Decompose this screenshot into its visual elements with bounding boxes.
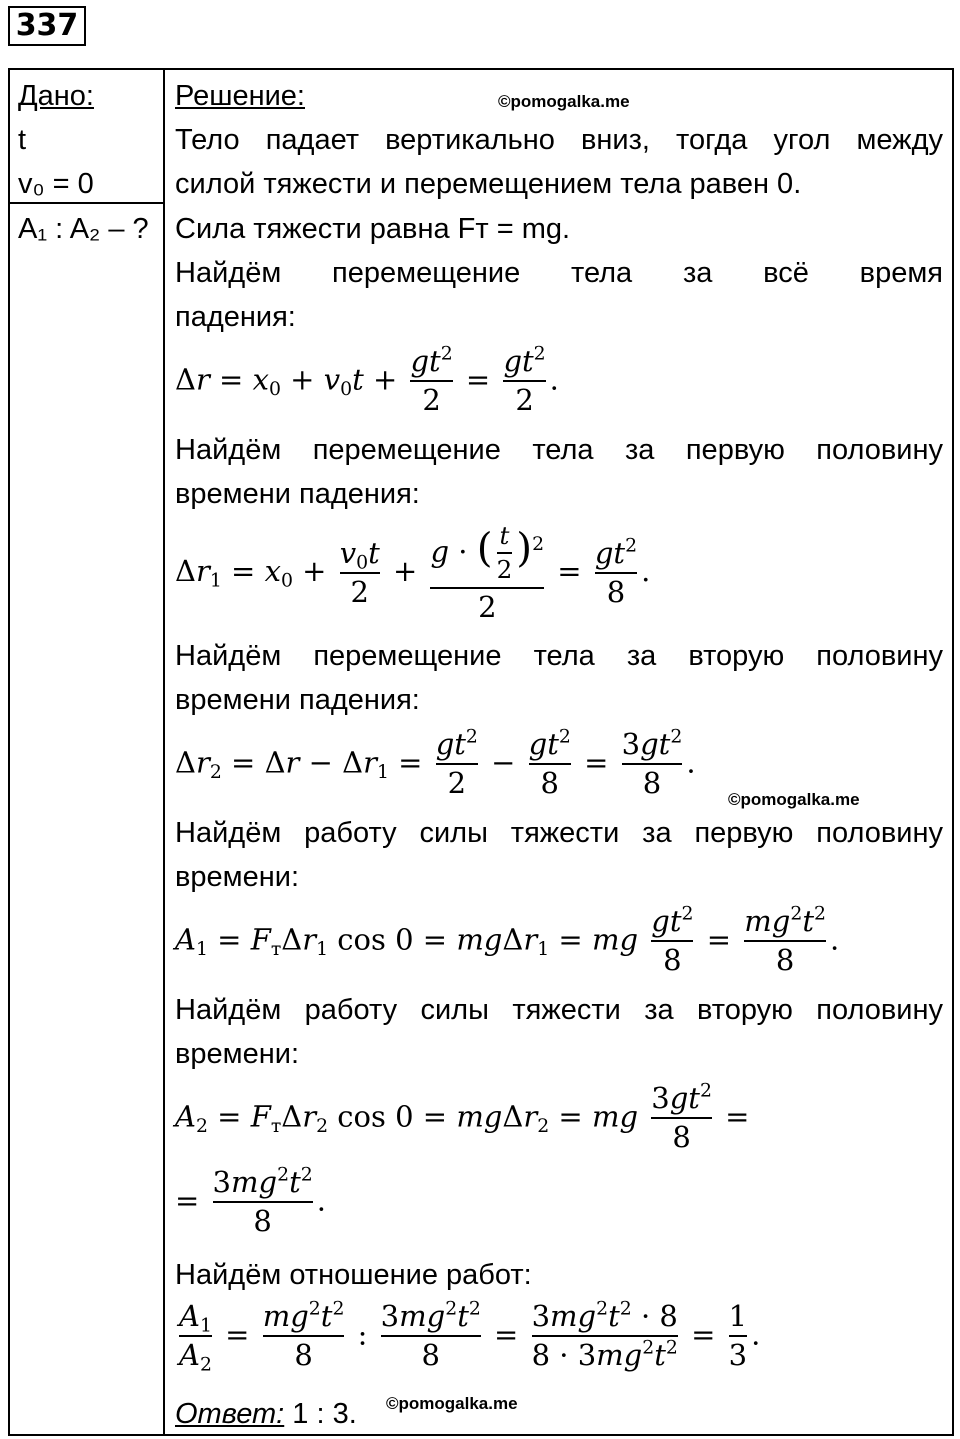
- given-initial-velocity: v₀ = 0: [18, 168, 94, 200]
- find-ratio: A₁ : A₂ – ?: [18, 213, 149, 245]
- solution-text: Найдём перемещение тела за всё время: [175, 257, 943, 289]
- solution-title: Решение:: [175, 80, 305, 112]
- watermark: ©pomogalka.me: [386, 1394, 518, 1413]
- solution-text: Найдём работу силы тяжести за первую половину: [175, 817, 943, 849]
- solution-text: времени падения:: [175, 478, 420, 510]
- formula-work-ratio: $\frac{A_1}{A_2}$ = $\frac{mg^2t^2}{8}$ : $\frac{3mg^2t^2}{8}$ = $\frac{3mg^2t^2 \cdot 8}{8 \cdot 3mg^2t^2}$ = $\frac{1}{3}$ .: [179, 1298, 761, 1376]
- solution-text: Тело падает вертикально вниз, тогда угол между: [175, 124, 943, 156]
- given-time: t: [18, 124, 27, 156]
- watermark: ©pomogalka.me: [498, 92, 630, 111]
- solution-text: Найдём перемещение тела за первую половину: [175, 434, 943, 466]
- solution-text: силой тяжести и перемещением тела равен 0.: [175, 168, 802, 200]
- answer-label: Ответ:: [175, 1398, 285, 1430]
- watermark: ©pomogalka.me: [728, 790, 860, 809]
- solution-text: Сила тяжести равна Fт = mg.: [175, 213, 571, 245]
- solution-text: времени:: [175, 1038, 300, 1070]
- solution-text: Найдём работу силы тяжести за вторую половину: [175, 994, 943, 1026]
- formula-displacement: $\Delta r = x_0 + v_0t$ + $\frac{gt^2}{2}$ = $\frac{gt^2}{2}$ .: [175, 343, 559, 418]
- solution-text: времени падения:: [175, 684, 420, 716]
- solution-text: Найдём отношение работ:: [175, 1259, 532, 1291]
- formula-work-first-half: $A_1 = F_т\Delta r_1$ cos 0 = mgΔr$_1$ = mg $\frac{gt^2}{8}$ = $\frac{mg^2t^2}{8}$ .: [175, 903, 840, 978]
- formula-displacement-first-half: $\Delta r_1 = x_0$ + $\frac{v_0t}{2}$ + g · ( $\frac{t}{2}$ )$^2$ 2 = $\frac{gt^2}{8}$ .: [175, 521, 651, 624]
- column-divider: [163, 68, 165, 1436]
- problem-number: 337: [8, 6, 86, 46]
- answer-value: 1 : 3.: [284, 1398, 357, 1430]
- given-title: Дано:: [18, 80, 94, 112]
- formula-work-second-half-result: = $\frac{3mg^2t^2}{8}$ .: [175, 1164, 326, 1239]
- solution-text: падения:: [175, 301, 296, 333]
- formula-displacement-second-half: $\Delta r_2 = \Delta r - \Delta r_1$ = $\frac{gt^2}{2}$ − $\frac{gt^2}{8}$ = $\frac{3gt^2}{8}$ .: [175, 726, 696, 801]
- solution-text: времени:: [175, 861, 300, 893]
- formula-work-second-half: $A_2 = F_т\Delta r_2$ cos 0 = mgΔr$_2$ = mg $\frac{3gt^2}{8}$ =: [175, 1080, 750, 1155]
- answer: [175, 1392, 357, 1436]
- solution-text: Найдём перемещение тела за вторую половину: [175, 640, 943, 672]
